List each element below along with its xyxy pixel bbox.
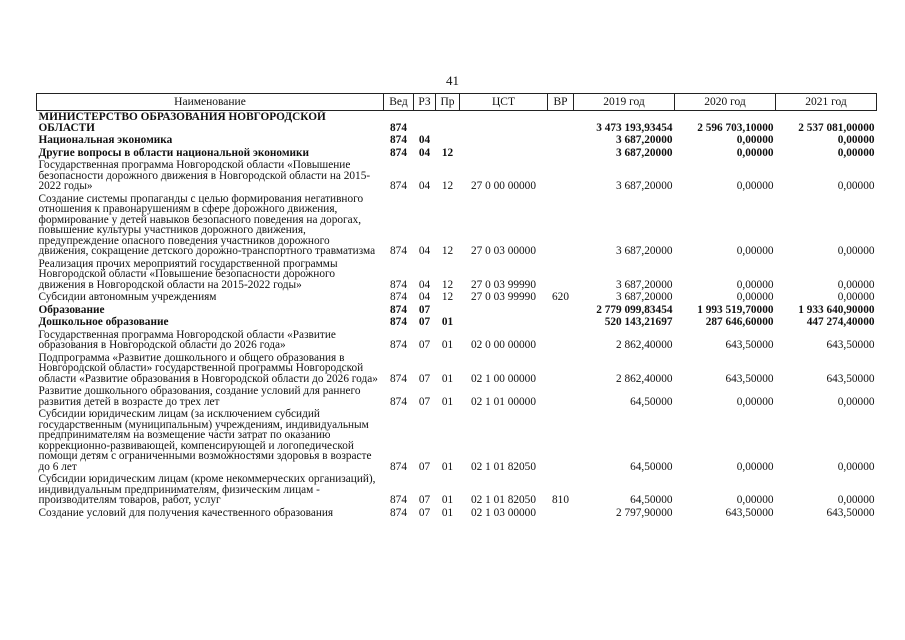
row-name: Подпрограмма «Развитие дошкольного и общего образования в Новгородской области» государственной программы Новгородской области «Развитие образования в Новгородской области до 2026 года» [38,351,378,385]
budget-table [36,93,877,519]
row-vr [548,304,574,317]
row-rz: 04 [418,278,431,291]
row-ved: 874 [390,316,407,328]
row-cst: 27 0 03 99990 [471,291,536,303]
row-ved: 874 [390,460,407,473]
row-2019: 3 687,20000 [616,278,673,291]
row-cst [460,134,548,147]
row-rz: 07 [418,494,431,506]
row-2019: 64,50000 [630,395,673,408]
row-name: МИНИСТЕРСТВО ОБРАЗОВАНИЯ НОВГОРОДСКОЙ ОБЛАСТИ [38,111,326,134]
row-pr: 01 [441,316,454,328]
row-2020: 0,00000 [736,395,774,408]
row-rz: 07 [418,372,431,385]
row-rz: 04 [418,245,431,257]
row-2020: 0,00000 [736,494,774,506]
row-vr [548,385,574,408]
col-header-rz: РЗ [414,94,436,111]
col-header-2021: 2021 год [776,94,877,111]
row-pr [436,304,460,317]
row-ved: 874 [390,134,407,146]
row-ved: 874 [390,303,407,316]
row-name: Субсидии автономным учреждениям [38,291,217,303]
row-2020: 287 646,60000 [705,316,774,328]
row-pr: 12 [441,278,454,291]
row-rz: 07 [418,460,431,473]
row-2021: 0,00000 [837,291,875,303]
row-name: Другие вопросы в области национальной экономики [38,146,310,159]
row-cst [460,147,548,160]
row-2020: 0,00000 [736,460,774,473]
row-2019: 3 687,20000 [616,134,673,146]
col-header-2020: 2020 год [675,94,776,111]
row-rz: 04 [418,134,431,146]
row-ved: 874 [390,494,407,506]
row-2021: 0,00000 [837,134,875,146]
row-ved: 874 [390,395,407,408]
row-cst: 27 0 00 00000 [471,180,536,192]
row-cst: 02 1 01 82050 [471,460,536,473]
row-pr: 12 [441,291,454,303]
row-cst: 02 1 01 82050 [471,494,536,506]
row-2021: 1 933 640,90000 [798,303,875,316]
row-2019: 2 862,40000 [616,339,673,351]
table-row [37,316,877,329]
row-vr [548,316,574,329]
row-2021: 0,00000 [837,395,875,408]
row-cst: 27 0 03 99990 [471,278,536,291]
table-row [37,408,877,473]
row-2020: 0,00000 [736,134,774,146]
row-cst: 02 0 00 00000 [471,339,536,351]
row-vr [548,329,574,352]
row-cst: 02 1 00 00000 [471,372,536,385]
row-2021: 2 537 081,00000 [798,121,875,134]
row-pr: 01 [441,494,454,506]
row-ved: 874 [390,180,407,192]
row-name: Национальная экономика [38,134,173,146]
row-name: Развитие дошкольного образования, создание условий для раннего развития детей в возрасте до трех лет [38,385,361,408]
row-rz: 04 [418,146,431,159]
col-header-cst: ЦСТ [460,94,548,111]
row-2021: 643,50000 [826,506,875,519]
row-pr: 12 [441,146,454,159]
row-ved: 874 [390,146,407,159]
row-pr [436,134,460,147]
table-row [37,111,877,135]
row-cst [460,111,548,135]
row-2019: 3 473 193,93454 [596,121,673,134]
col-header-pr: Пр [436,94,460,111]
row-2021: 0,00000 [837,180,875,192]
row-ved: 874 [390,291,407,303]
row-pr: 01 [441,506,454,519]
table-row [37,329,877,352]
row-2021: 643,50000 [826,372,875,385]
row-pr: 01 [441,460,454,473]
row-2021: 0,00000 [837,146,875,159]
row-2019: 2 797,90000 [616,506,673,519]
row-2019: 3 687,20000 [616,146,673,159]
row-rz: 04 [418,180,431,192]
table-row [37,304,877,317]
row-vr [548,111,574,135]
row-vr: 810 [552,494,569,506]
row-pr: 12 [441,180,454,192]
table-row [37,147,877,160]
row-vr [548,159,574,193]
row-rz: 07 [418,316,431,328]
row-rz: 04 [418,291,431,303]
row-2020: 2 596 703,10000 [697,121,774,134]
row-cst [460,316,548,329]
row-2021: 0,00000 [837,460,875,473]
row-name: Дошкольное образование [38,316,169,328]
row-name: Реализация прочих мероприятий государственной программы Новгородской области «Повышение безопасности дорожного движения в Новгородской области на 2015-2022 годы» [38,257,338,291]
row-name: Субсидии юридическим лицам (за исключением субсидий государственным (муниципальным) учреждениям, индивидуальным предпринимателям на возмещение части затрат по оказанию коррекционно-развивающей, компенсирующей и логопедической помощи детям с ограниченными возможностями здоровья в возрасте до 6 лет [38,408,372,473]
row-vr [548,193,574,258]
page-number: 41 [446,73,459,88]
row-2020: 643,50000 [725,372,774,385]
row-vr [548,507,574,520]
row-vr [548,134,574,147]
row-rz: 07 [418,506,431,519]
row-vr [548,408,574,473]
row-rz: 07 [418,339,431,351]
row-cst: 02 1 01 00000 [471,395,536,408]
table-row [37,193,877,258]
row-ved: 874 [390,339,407,351]
row-2020: 1 993 519,70000 [697,303,774,316]
row-2020: 0,00000 [736,146,774,159]
table-row [37,352,877,386]
row-2020: 0,00000 [736,245,774,257]
row-rz: 07 [418,395,431,408]
row-rz: 07 [418,303,431,316]
row-pr [436,111,460,135]
table-row [37,258,877,292]
row-ved: 874 [390,372,407,385]
row-pr: 12 [441,245,454,257]
row-2020: 643,50000 [725,339,774,351]
row-2021: 0,00000 [837,494,875,506]
row-2019: 3 687,20000 [616,180,673,192]
row-cst: 27 0 03 00000 [471,245,536,257]
row-ved: 874 [390,278,407,291]
row-ved: 874 [390,121,407,134]
row-name: Создание условий для получения качественного образования [38,506,334,519]
row-name: Государственная программа Новгородской области «Повышение безопасности дорожного движения в Новгородской области на 2015-2022 годы» [38,159,371,192]
row-ved: 874 [390,245,407,257]
row-2021: 0,00000 [837,278,875,291]
row-2019: 520 143,21697 [604,316,673,328]
table-row [37,134,877,147]
row-2019: 2 862,40000 [616,372,673,385]
table-row [37,507,877,520]
row-vr [548,147,574,160]
row-2020: 0,00000 [736,278,774,291]
row-name: Государственная программа Новгородской области «Развитие образования в Новгородской области до 2026 года» [38,328,336,351]
row-pr: 01 [441,372,454,385]
row-2019: 3 687,20000 [616,291,673,303]
row-pr: 01 [441,395,454,408]
row-2019: 64,50000 [630,494,673,506]
col-header-vr: ВР [548,94,574,111]
row-pr: 01 [441,339,454,351]
row-2020: 0,00000 [736,291,774,303]
row-cst: 02 1 03 00000 [471,506,536,519]
row-cst [460,304,548,317]
row-ved: 874 [390,506,407,519]
row-rz [414,111,436,135]
row-vr: 620 [552,291,569,303]
row-name: Субсидии юридическим лицам (кроме некоммерческих организаций), индивидуальным предпринимателям, физическим лицам - производителям товаров, работ, услуг [38,473,376,506]
row-2020: 0,00000 [736,180,774,192]
table-row [37,473,877,507]
table-row [37,159,877,193]
row-name: Создание системы пропаганды с целью формирования негативного отношения к правонарушениям в сфере дорожного движения, формирование у детей навыков безопасного поведения на дорогах, повышение культуры участников дорожного движения, предупреждение опасного поведения участников дорожного движения, сокращение детского дорожно-транспортного травматизма [38,192,376,257]
col-header-ved: Вед [384,94,414,111]
row-2019: 2 779 099,83454 [596,303,673,316]
row-2019: 3 687,20000 [616,245,673,257]
col-header-2019: 2019 год [574,94,675,111]
col-header-name: Наименование [37,94,384,111]
row-2020: 643,50000 [725,506,774,519]
table-row [37,385,877,408]
row-2021: 0,00000 [837,245,875,257]
row-name: Образование [38,303,105,316]
table-header-row [37,94,877,111]
row-2021: 447 274,40000 [806,316,875,328]
row-vr [548,352,574,386]
row-2021: 643,50000 [826,339,875,351]
row-vr [548,258,574,292]
row-2019: 64,50000 [630,460,673,473]
table-row [37,291,877,304]
